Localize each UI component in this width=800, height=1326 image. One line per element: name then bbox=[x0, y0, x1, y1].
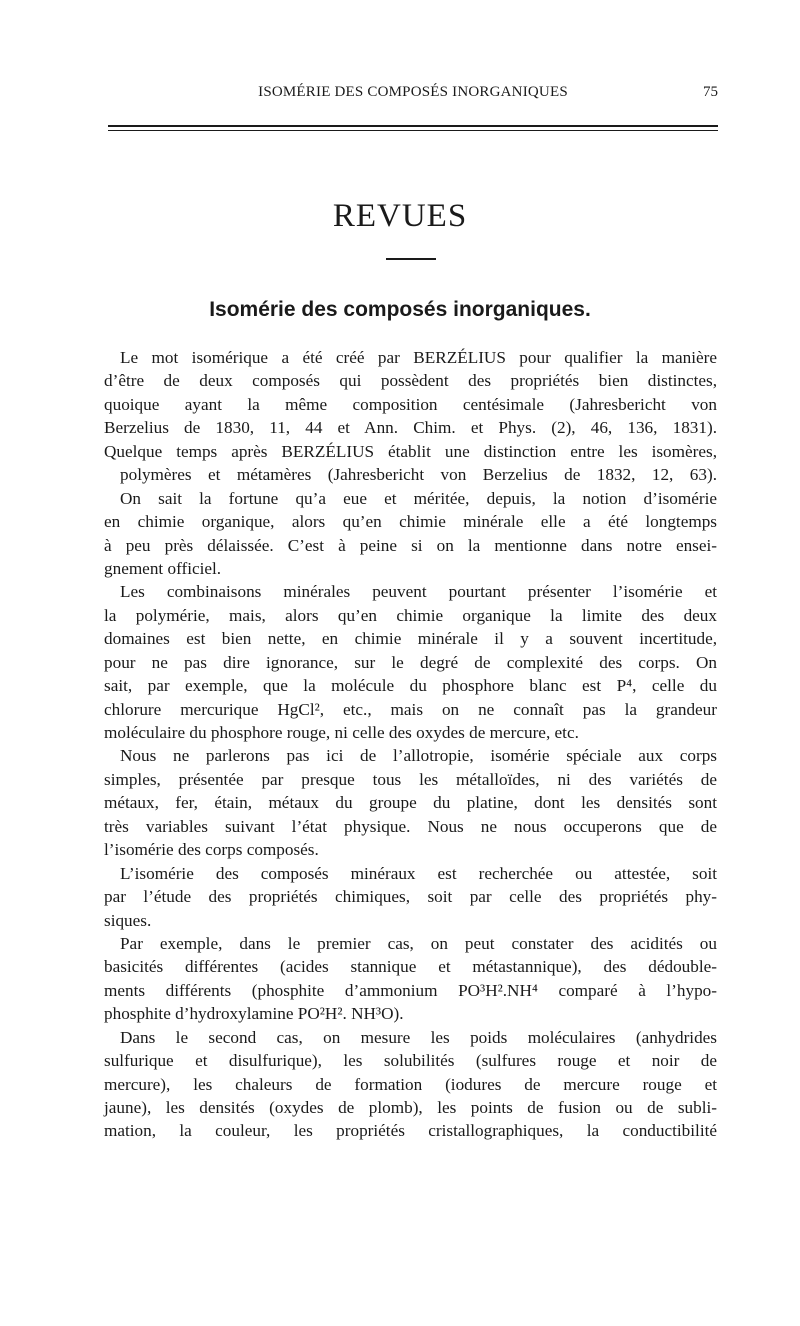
page-header bbox=[108, 84, 718, 108]
body-line: ments différents (phosphite d’ammonium PO³H².NH⁴ comparé à l’hypo- bbox=[104, 980, 717, 1000]
header-rule bbox=[108, 130, 718, 131]
running-title: ISOMÉRIE DES COMPOSÉS INORGANIQUES bbox=[258, 84, 568, 100]
body-line: sulfurique et disulfurique), les solubilités (sulfures rouge et noir de bbox=[104, 1051, 717, 1071]
body-line: basicités différentes (acides stannique et métastannique), des dédouble- bbox=[104, 957, 717, 977]
body-line: Le mot isomérique a été créé par BERZÉLIUS pour qualifier la manière bbox=[120, 348, 717, 367]
body-line: Berzelius de 1830, 11, 44 et Ann. Chim. et Phys. (2), 46, 136, 1831). bbox=[104, 418, 717, 438]
body-line: On sait la fortune qu’a eue et méritée, depuis, la notion d’isomérie bbox=[120, 488, 717, 508]
article-title: Isomérie des composés inorganiques. bbox=[209, 298, 591, 321]
body-line: métaux, fer, étain, métaux du groupe du platine, dont les densités sont bbox=[104, 793, 717, 813]
body-line: Nous ne parlerons pas ici de l’allotropie, isomérie spéciale aux corps bbox=[120, 746, 717, 766]
body-line: d’être de deux composés qui possèdent des propriétés bien distinctes, bbox=[104, 371, 717, 391]
body-line: siques. bbox=[104, 910, 152, 930]
body-line: L’isomérie des composés minéraux est recherchée ou attestée, soit bbox=[120, 863, 717, 883]
body-line: pour ne pas dire ignorance, sur le degré de complexité des corps. On bbox=[104, 652, 717, 672]
body-line: l’isomérie des corps composés. bbox=[104, 840, 319, 860]
body-line: phosphite d’hydroxylamine PO²H². NH³O). bbox=[104, 1004, 404, 1024]
body-line: polymères et métamères (Jahresbericht von Berzelius de 1832, 12, 63). bbox=[120, 465, 717, 485]
body-line: Quelque temps après BERZÉLIUS établit une distinction entre les isomères, bbox=[104, 441, 717, 461]
body-line: mercure), les chaleurs de formation (iodures de mercure rouge et bbox=[104, 1074, 717, 1094]
section-title: REVUES bbox=[332, 198, 468, 234]
body-line: Par exemple, dans le premier cas, on peut constater des acidités ou bbox=[120, 933, 717, 953]
body-line: jaune), les densités (oxydes de plomb), les points de fusion ou de subli- bbox=[104, 1098, 717, 1117]
body-line: très variables suivant l’état physique. Nous ne nous occuperons que de bbox=[104, 816, 717, 836]
body-line: sait, par exemple, que la molécule du phosphore blanc est P⁴, celle du bbox=[104, 676, 717, 696]
body-line: moléculaire du phosphore rouge, ni celle des oxydes de mercure, etc. bbox=[104, 723, 579, 742]
body-line: chlorure mercurique HgCl², etc., mais on ne connaît pas la grandeur bbox=[104, 699, 717, 719]
body-line: en chimie organique, alors qu’en chimie minérale elle a été longtemps bbox=[104, 512, 717, 532]
header-rule bbox=[108, 125, 718, 127]
page-number: 75 bbox=[703, 84, 718, 100]
body-line: Dans le second cas, on mesure les poids moléculaires (anhydrides bbox=[120, 1027, 717, 1047]
body-line: Les combinaisons minérales peuvent pourtant présenter l’isomérie et bbox=[120, 582, 717, 602]
body-line: quoique ayant la même composition centésimale (Jahresbericht von bbox=[104, 394, 717, 414]
body-line: gnement officiel. bbox=[104, 558, 222, 578]
article-body bbox=[104, 346, 717, 1143]
title-divider bbox=[386, 258, 436, 260]
body-line: par l’étude des propriétés chimiques, soit par celle des propriétés phy- bbox=[104, 887, 717, 907]
body-line: mation, la couleur, les propriétés cristallographiques, la conductibilité bbox=[104, 1121, 717, 1141]
body-line: domaines est bien nette, en chimie minérale il y a souvent incertitude, bbox=[104, 629, 717, 649]
body-line: la polymérie, mais, alors qu’en chimie organique la limite des deux bbox=[104, 605, 717, 625]
body-line: à peu près délaissée. C’est à peine si on la mentionne dans notre ensei- bbox=[104, 535, 717, 555]
body-line: simples, présentée par presque tous les métalloïdes, ni des variétés de bbox=[104, 769, 717, 789]
